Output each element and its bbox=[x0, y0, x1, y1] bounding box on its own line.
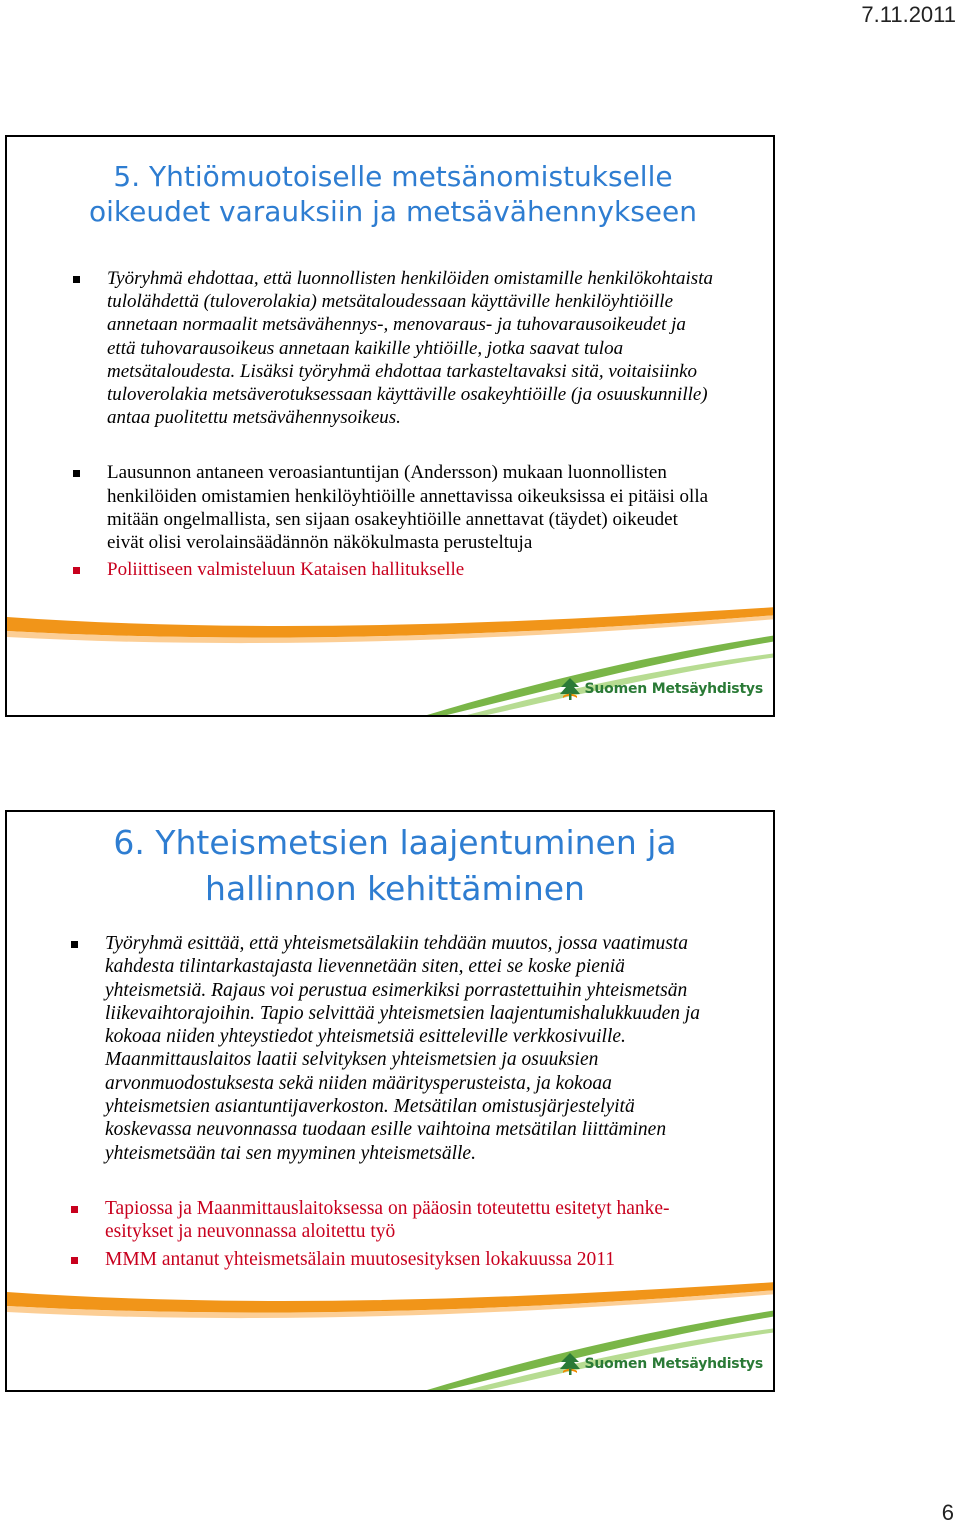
slide-6 bbox=[5, 810, 775, 1392]
bullet-text: Työryhmä esittää, että yhteismetsälakiin tehdään muutos, jossa vaatimusta kahdesta tilintarkastajasta lievennetään siten, ettei se koske pieniä yhteismetsiä. Rajaus voi perustua esimerkiksi porrastettuihin yhteismetsän liikevaihtorajoihin. Tapio selvittää yhteismetsien laajentumishalukkuuden ja kokoaa niiden yhteystiedot yhteismetsiä esitteleville verkkosivuille. Maanmittauslaitos laatii selvityksen yhteismetsien ja osuuksien arvonmuodostuksesta sekä niiden määritysperusteista, ja kokoaa yhteismetsien asiantuntijaverkoston. Metsätilan omistusjärjestelyitä koskevassa neuvonnassa tuodaan esille vaihtoina metsätilan liittäminen yhteismetsään tai sen myyminen yhteismetsälle. bbox=[105, 933, 701, 1164]
page-number: 6 bbox=[941, 1500, 954, 1525]
page-date: 7.11.2011 bbox=[861, 2, 956, 27]
logo-text: Suomen Metsäyhdistys bbox=[584, 681, 763, 697]
bullet-item-highlight bbox=[71, 1197, 721, 1244]
bullet-marker-icon bbox=[71, 1257, 78, 1264]
bullet-item bbox=[73, 461, 713, 554]
bullet-item bbox=[73, 267, 713, 429]
bullet-marker-icon bbox=[71, 1206, 78, 1213]
slide-5 bbox=[5, 135, 775, 717]
bullet-text: Lausunnon antaneen veroasiantuntijan (Andersson) mukaan luonnollisten henkilöiden omistamien henkilöyhtiöille annettavissa oikeuksissa ei pitäisi olla mitään ongelmallista, sen sijaan osakeyhtiöille annettavat (täydet) oikeudet eivät olisi verolainsäädännön näkökulmasta perusteltuja bbox=[107, 462, 709, 554]
brand-logo bbox=[559, 1352, 763, 1376]
bullet-text: Työryhmä ehdottaa, että luonnollisten henkilöiden omistamille henkilökohtaista tulolähdettä (tuloverolakia) metsätaloudessaan käyttäville henkilöyhtiöille annetaan normaalit metsävähennys-, menovaraus- ja tuhovarausoikeudet ja että tuhovarausoikeus annetaan kaikille yhtiöille, jotka saavat tuloa metsätaloudesta. Lisäksi työryhmä ehdottaa tarkasteltavaksi sitä, voitaisiinko tuloverolakia metsäverotuksessaan käyttäville osakeyhtiöille (ja osuuskunnille) antaa puolitettu metsävähennysoikeus. bbox=[107, 268, 713, 429]
bullet-text: Tapiossa ja Maanmittauslaitoksessa on pääosin toteutettu esitetyt hanke-esitykset ja neuvonnassa aloitettu työ bbox=[105, 1197, 670, 1243]
logo-text: Suomen Metsäyhdistys bbox=[584, 1356, 763, 1372]
bullet-marker-icon bbox=[73, 567, 80, 574]
bullet-item-highlight bbox=[71, 1248, 721, 1271]
slide-title bbox=[17, 820, 773, 912]
bullet-list bbox=[71, 932, 721, 1271]
bullet-text: Poliittiseen valmisteluun Kataisen hallitukselle bbox=[107, 559, 465, 581]
brand-logo bbox=[559, 677, 763, 701]
bullet-marker-icon bbox=[73, 276, 80, 283]
tree-logo-icon bbox=[559, 1352, 581, 1376]
slide-title: 5. Yhtiömuotoiselle metsänomistukselle oikeudet varauksiin ja metsävähennykseen bbox=[89, 160, 697, 228]
bullet-text: MMM antanut yhteismetsälain muutosesityksen lokakuussa 2011 bbox=[105, 1248, 616, 1270]
bullet-marker-icon bbox=[71, 941, 78, 948]
tree-logo-icon bbox=[559, 677, 581, 701]
slide-title-line-2: hallinnon kehittäminen bbox=[205, 869, 585, 909]
bullet-list bbox=[73, 267, 713, 581]
bullet-item bbox=[71, 932, 721, 1165]
bullet-item-highlight bbox=[73, 558, 713, 581]
slide-title-line-1: 6. Yhteismetsien laajentuminen ja bbox=[113, 823, 677, 862]
bullet-marker-icon bbox=[73, 470, 80, 477]
